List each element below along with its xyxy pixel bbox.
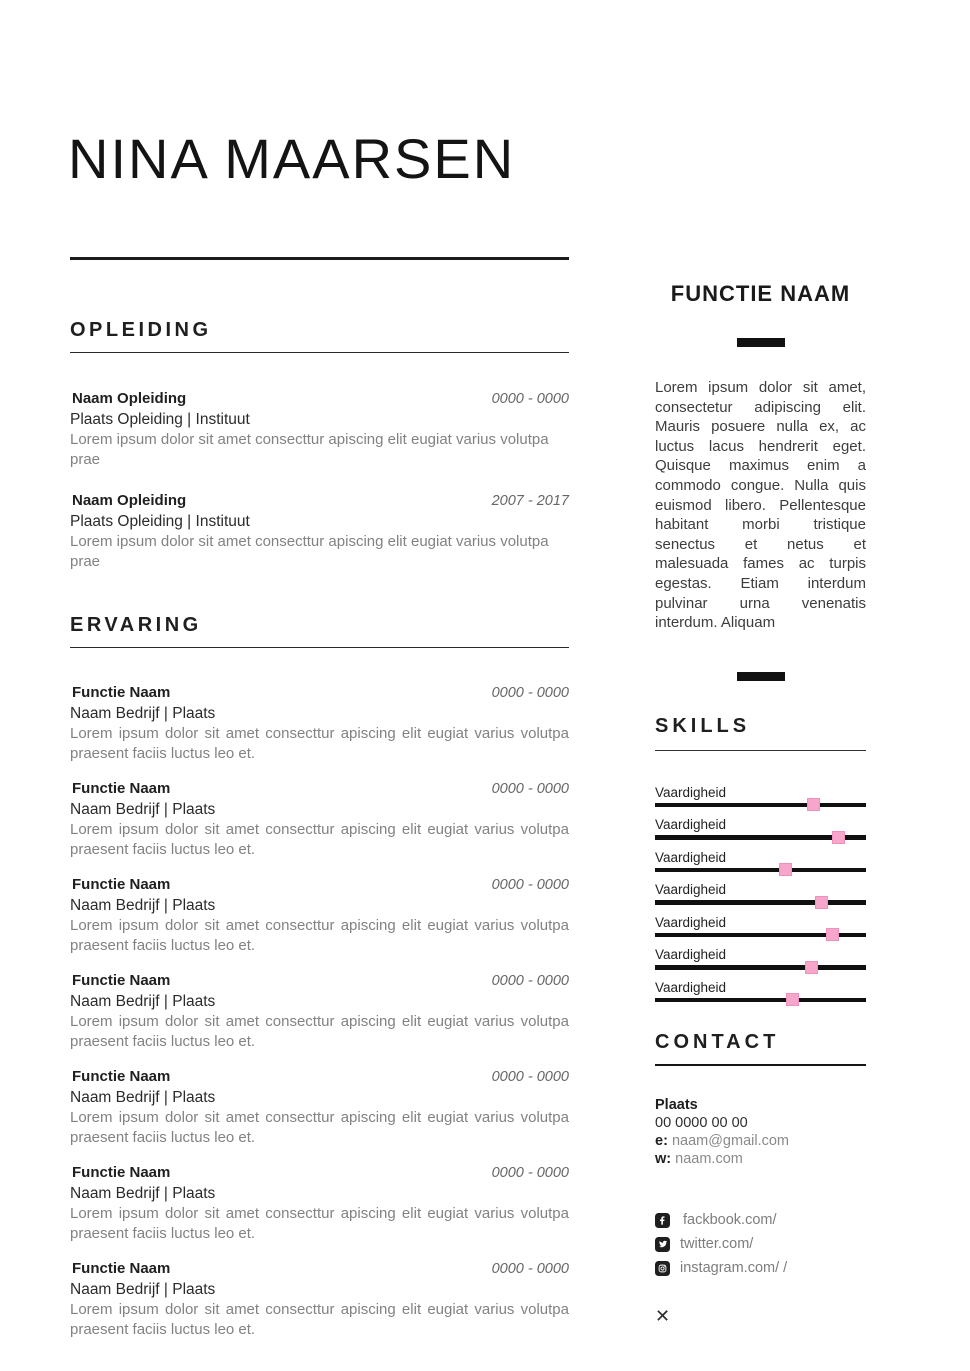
header-rule <box>70 257 569 260</box>
experience-title: Functie Naam <box>72 684 171 701</box>
experience-subtitle: Naam Bedrijf | Plaats <box>70 993 216 1010</box>
skill-row <box>655 817 866 840</box>
section-divider-bar <box>737 672 785 681</box>
contact-location: Plaats <box>655 1097 698 1114</box>
skill-level-marker[interactable] <box>786 993 799 1006</box>
skill-bar <box>655 965 866 970</box>
contact-rule <box>655 1064 866 1066</box>
skills-heading: SKILLS <box>655 714 751 737</box>
experience-description: Lorem ipsum dolor sit amet consecttur apiscing elit eugiat varius volutpa praesent faciis luctus leo et. <box>70 1013 569 1050</box>
skill-bar <box>655 803 866 808</box>
education-description: Lorem ipsum dolor sit amet consecttur apiscing elit eugiat varius volutpa prae <box>70 431 549 468</box>
experience-entry <box>70 875 569 955</box>
skill-bar <box>655 933 866 938</box>
skill-row <box>655 785 866 808</box>
experience-entry <box>70 971 569 1051</box>
contact-website-row <box>655 1150 866 1168</box>
skill-bar <box>655 835 866 840</box>
skill-level-marker[interactable] <box>807 798 820 811</box>
experience-subtitle: Naam Bedrijf | Plaats <box>70 801 216 818</box>
skill-label: Vaardigheid <box>655 784 727 800</box>
skill-label: Vaardigheid <box>655 817 727 833</box>
education-subtitle: Plaats Opleiding | Instituut <box>70 411 250 428</box>
experience-entry <box>70 779 569 859</box>
experience-description: Lorem ipsum dolor sit amet consecttur apiscing elit eugiat varius volutpa praesent faciis luctus leo et. <box>70 1301 569 1338</box>
education-list <box>70 389 569 571</box>
person-name: NINA MAARSEN <box>68 127 516 190</box>
experience-title: Functie Naam <box>72 1260 171 1277</box>
experience-description: Lorem ipsum dolor sit amet consecttur apiscing elit eugiat varius volutpa praesent faciis luctus leo et. <box>70 1109 569 1146</box>
website-value[interactable]: naam.com <box>675 1151 743 1168</box>
skills-rule <box>655 750 866 751</box>
experience-title: Functie Naam <box>72 876 171 893</box>
skill-level-marker[interactable] <box>832 831 845 844</box>
education-subtitle: Plaats Opleiding | Instituut <box>70 513 250 530</box>
close-icon[interactable]: ✕ <box>655 1306 671 1327</box>
skill-row <box>655 980 866 1003</box>
contact-phone: 00 0000 00 00 <box>655 1115 748 1132</box>
sidebar-column <box>655 281 866 1326</box>
experience-date: 0000 - 0000 <box>491 1165 569 1181</box>
skill-row <box>655 915 866 938</box>
experience-subtitle: Naam Bedrijf | Plaats <box>70 1281 216 1298</box>
experience-title: Functie Naam <box>72 972 171 989</box>
experience-entry <box>70 1067 569 1147</box>
skill-label: Vaardigheid <box>655 914 727 930</box>
skill-bar <box>655 868 866 873</box>
experience-date: 0000 - 0000 <box>491 973 569 989</box>
education-title: Naam Opleiding <box>72 492 187 509</box>
experience-subtitle: Naam Bedrijf | Plaats <box>70 897 216 914</box>
twitter-label: twitter.com/ <box>680 1236 754 1253</box>
education-description: Lorem ipsum dolor sit amet consecttur apiscing elit eugiat varius volutpa prae <box>70 533 549 570</box>
facebook-link[interactable] <box>655 1212 866 1228</box>
education-entry <box>70 389 569 469</box>
experience-date: 0000 - 0000 <box>491 1069 569 1085</box>
experience-subtitle: Naam Bedrijf | Plaats <box>70 1185 216 1202</box>
skills-list <box>655 785 866 1003</box>
section-divider-bar <box>737 338 785 347</box>
facebook-label: fackbook.com/ <box>683 1212 777 1229</box>
experience-heading: ERVARING <box>70 614 202 636</box>
skill-label: Vaardigheid <box>655 849 727 865</box>
skill-level-marker[interactable] <box>815 896 828 909</box>
experience-subtitle: Naam Bedrijf | Plaats <box>70 1089 216 1106</box>
facebook-icon <box>655 1213 670 1228</box>
experience-title: Functie Naam <box>72 780 171 797</box>
skill-row <box>655 947 866 970</box>
skill-bar <box>655 998 866 1003</box>
instagram-link[interactable] <box>655 1260 866 1276</box>
experience-subtitle: Naam Bedrijf | Plaats <box>70 705 216 722</box>
skill-row <box>655 882 866 905</box>
skill-row <box>655 850 866 873</box>
experience-date: 0000 - 0000 <box>491 685 569 701</box>
education-entry <box>70 491 569 571</box>
twitter-link[interactable] <box>655 1236 866 1252</box>
skill-label: Vaardigheid <box>655 882 727 898</box>
experience-description: Lorem ipsum dolor sit amet consecttur apiscing elit eugiat varius volutpa praesent faciis luctus leo et. <box>70 917 569 954</box>
experience-section <box>70 613 569 1339</box>
education-rule <box>70 352 569 353</box>
contact-block <box>655 1096 866 1168</box>
skill-level-marker[interactable] <box>779 863 792 876</box>
instagram-icon <box>655 1261 670 1276</box>
experience-entry <box>70 1259 569 1339</box>
education-date: 0000 - 0000 <box>491 391 569 407</box>
social-links <box>655 1212 866 1276</box>
experience-title: Functie Naam <box>72 1164 171 1181</box>
skill-level-marker[interactable] <box>805 961 818 974</box>
experience-title: Functie Naam <box>72 1068 171 1085</box>
experience-description: Lorem ipsum dolor sit amet consecttur apiscing elit eugiat varius volutpa praesent faciis luctus leo et. <box>70 725 569 762</box>
experience-entry <box>70 683 569 763</box>
experience-date: 0000 - 0000 <box>491 1261 569 1277</box>
role-heading: FUNCTIE NAAM <box>670 281 851 306</box>
twitter-icon <box>655 1237 670 1252</box>
education-date: 2007 - 2017 <box>491 493 569 509</box>
skill-label: Vaardigheid <box>655 979 727 995</box>
experience-date: 0000 - 0000 <box>491 781 569 797</box>
email-label: e: <box>655 1133 668 1150</box>
education-title: Naam Opleiding <box>72 390 187 407</box>
contact-heading: CONTACT <box>655 1031 780 1054</box>
contact-email-row <box>655 1132 866 1150</box>
experience-entry <box>70 1163 569 1243</box>
experience-rule <box>70 647 569 648</box>
experience-description: Lorem ipsum dolor sit amet consecttur apiscing elit eugiat varius volutpa praesent faciis luctus leo et. <box>70 821 569 858</box>
skill-label: Vaardigheid <box>655 947 727 963</box>
website-label: w: <box>655 1151 672 1168</box>
experience-date: 0000 - 0000 <box>491 877 569 893</box>
education-heading: OPLEIDING <box>70 319 212 341</box>
instagram-label: instagram.com/ / <box>680 1260 788 1277</box>
main-column <box>70 318 569 1355</box>
profile-summary: Lorem ipsum dolor sit amet, consectetur adipiscing elit. Mauris posuere nulla ex, ac luctus lacus hendrerit eget. Quisque maximus enim a commodo congue. Nulla quis euismod libero. Pellentesque habitant morbi tristique senectus et netus et malesuada fames ac turpis egestas. Etiam interdum pulvinar urna venenatis interdum. Aliquam <box>655 379 866 632</box>
experience-list <box>70 683 569 1339</box>
experience-description: Lorem ipsum dolor sit amet consecttur apiscing elit eugiat varius volutpa praesent faciis luctus leo et. <box>70 1205 569 1242</box>
email-value[interactable]: naam@gmail.com <box>671 1133 789 1150</box>
skill-bar <box>655 900 866 905</box>
education-section <box>70 318 569 571</box>
skill-level-marker[interactable] <box>826 928 839 941</box>
